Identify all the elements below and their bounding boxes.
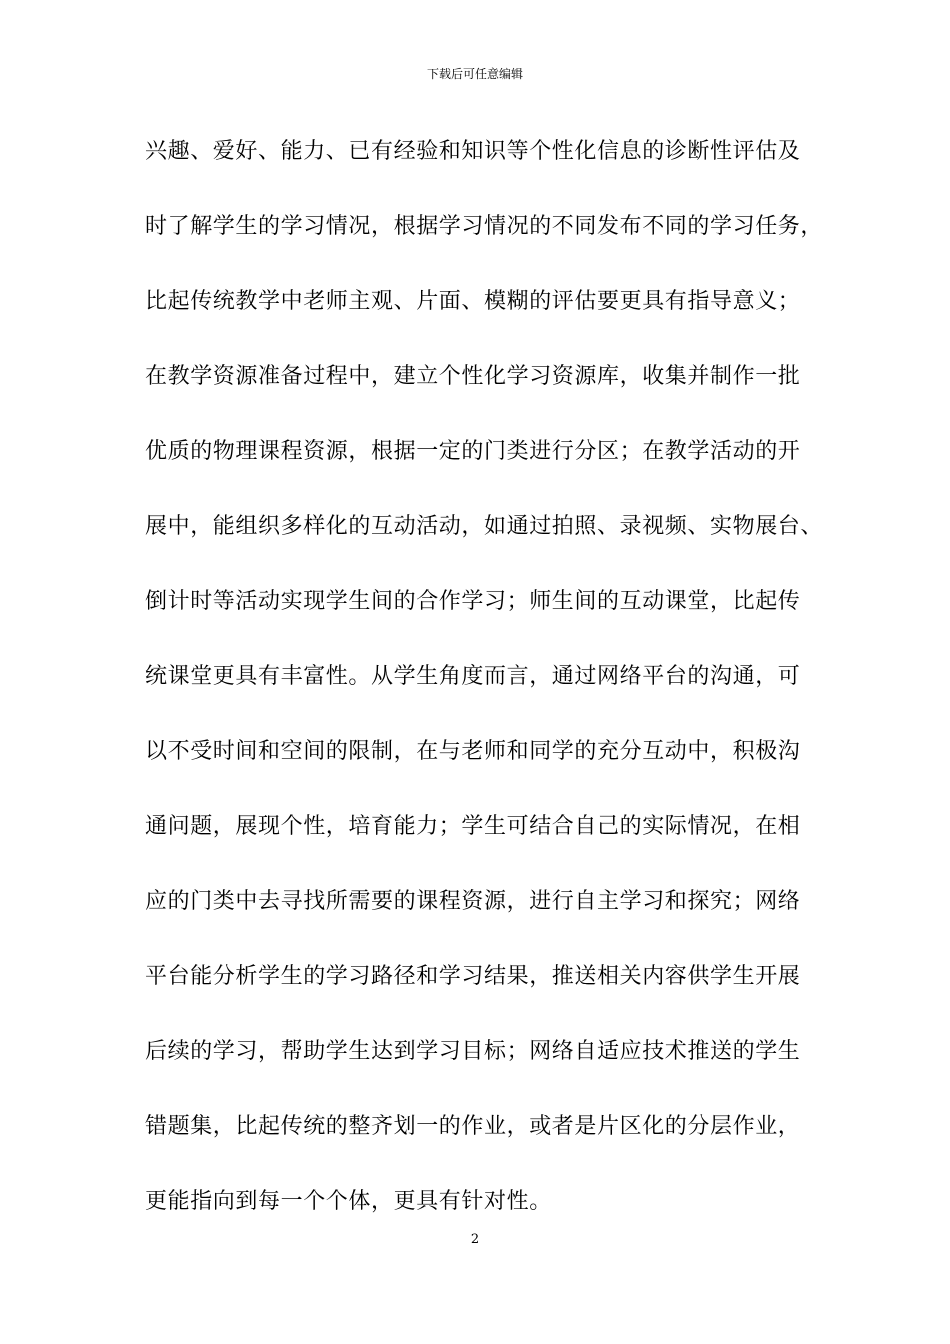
- text-line: 应的门类中去寻找所需要的课程资源，进行自主学习和探究；网络: [145, 889, 801, 914]
- text-line: 展中，能组织多样化的互动活动，如通过拍照、录视频、实物展台、: [145, 514, 824, 539]
- text-line: 兴趣、爱好、能力、已有经验和知识等个性化信息的诊断性评估及: [145, 139, 801, 164]
- text-line: 在教学资源准备过程中，建立个性化学习资源库，收集并制作一批: [145, 364, 801, 389]
- text-line: 后续的学习，帮助学生达到学习目标；网络自适应技术推送的学生: [145, 1039, 801, 1064]
- page-number: 2: [470, 1232, 480, 1247]
- text-line: 倒计时等活动实现学生间的合作学习；师生间的互动课堂，比起传: [145, 589, 801, 614]
- text-line: 更能指向到每一个个体，更具有针对性。: [145, 1189, 552, 1214]
- text-line: 比起传统教学中老师主观、片面、模糊的评估要更具有指导意义；: [145, 289, 801, 314]
- text-line: 优质的物理课程资源，根据一定的门类进行分区；在教学活动的开: [145, 439, 801, 464]
- text-line: 错题集，比起传统的整齐划一的作业，或者是片区化的分层作业，: [145, 1114, 801, 1139]
- page-header: 下载后可任意编辑: [426, 67, 523, 81]
- text-line: 时了解学生的学习情况，根据学习情况的不同发布不同的学习任务，: [145, 214, 824, 239]
- body-text: [145, 130, 825, 1255]
- text-line: 统课堂更具有丰富性。从学生角度而言，通过网络平台的沟通，可: [145, 664, 801, 689]
- text-line: 以不受时间和空间的限制，在与老师和同学的充分互动中，积极沟: [145, 739, 801, 764]
- text-line: 平台能分析学生的学习路径和学习结果，推送相关内容供学生开展: [145, 964, 801, 989]
- text-line: 通问题，展现个性，培育能力；学生可结合自己的实际情况，在相: [145, 814, 801, 839]
